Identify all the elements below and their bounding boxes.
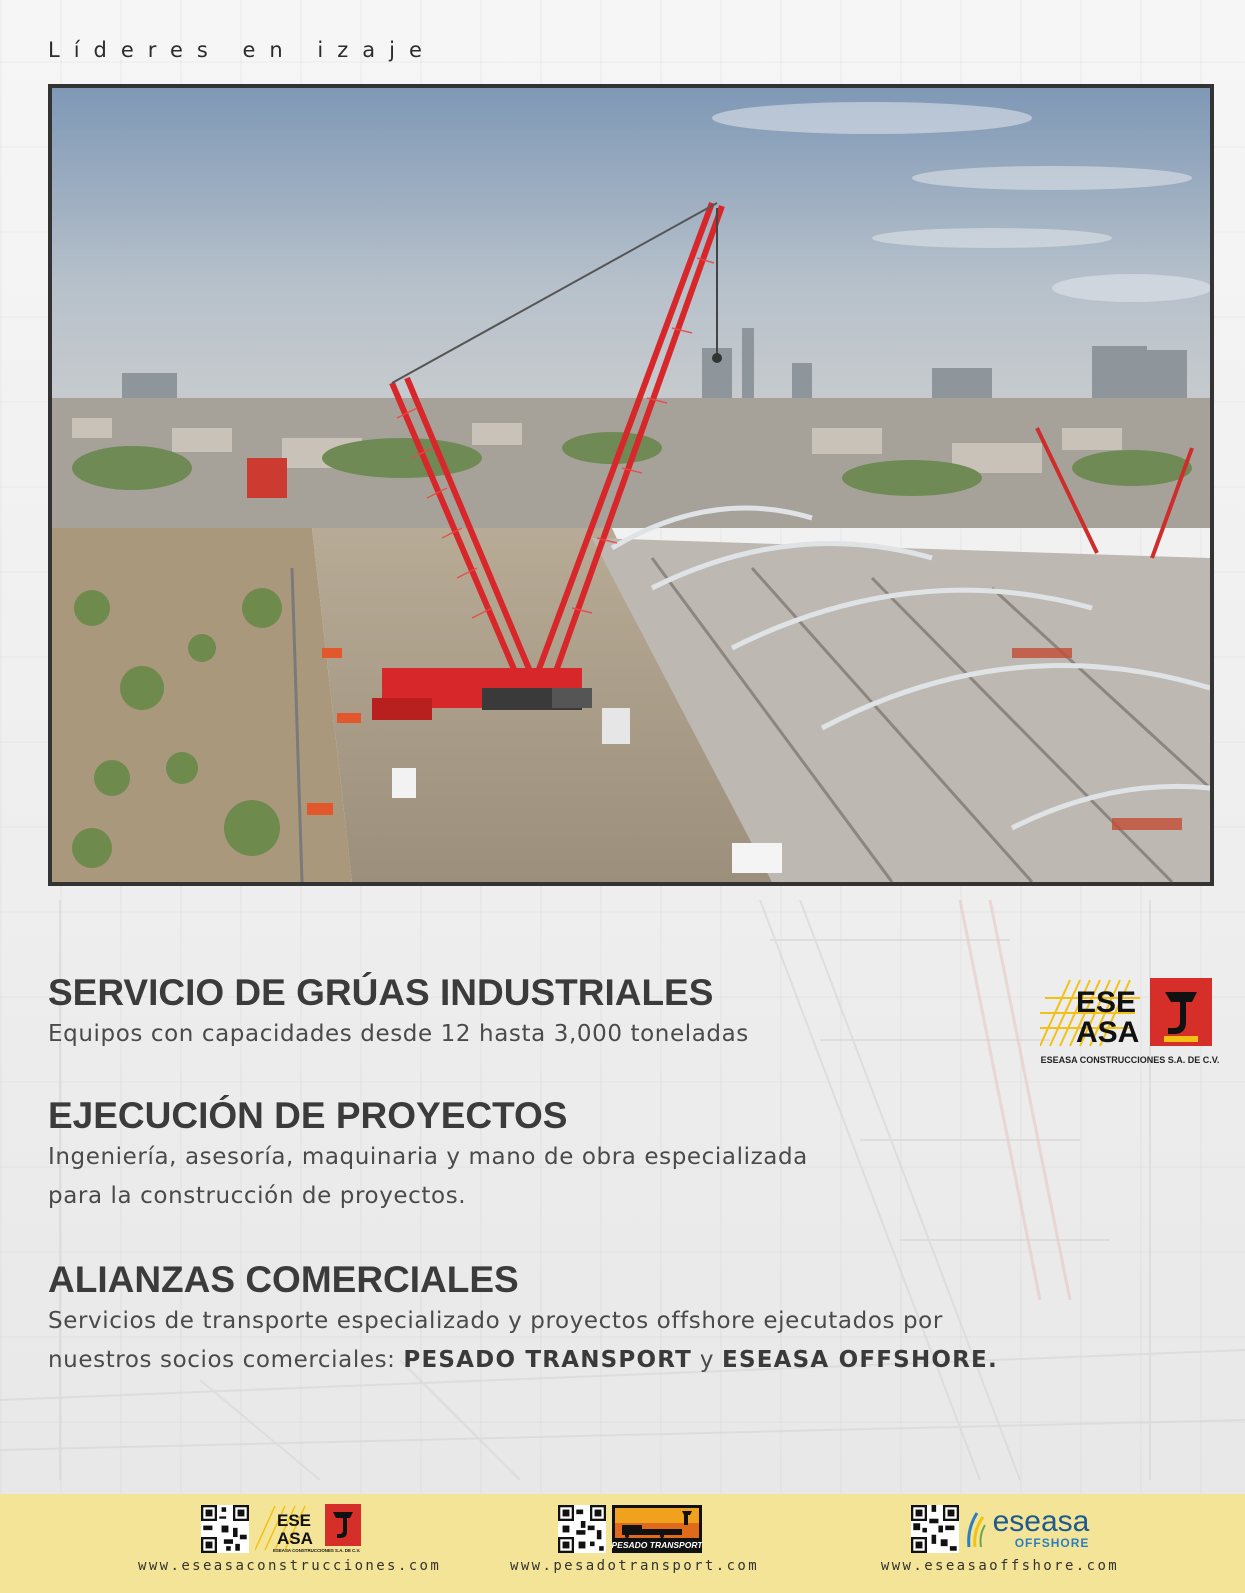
offshore-wordmark bbox=[992, 1505, 1090, 1550]
section-body-line-1: Ingeniería, asesoría, maquinaria y mano de obra especializada bbox=[48, 1144, 808, 1170]
partner-pesado-transport: PESADO TRANSPORT bbox=[403, 1347, 692, 1373]
section-project-execution bbox=[48, 1094, 808, 1216]
eseasa-logo bbox=[1040, 978, 1220, 1065]
logo-text-line-2: ASA bbox=[1076, 1016, 1140, 1048]
section-title-commercial-alliances: ALIANZAS COMERCIALES bbox=[48, 1259, 519, 1300]
section-body-line-1: Servicios de transporte especializado y proyectos offshore ejecutados por bbox=[48, 1308, 943, 1334]
url-pesado-transport[interactable]: www.pesadotransport.com bbox=[510, 1558, 760, 1574]
pesado-transport-logo bbox=[612, 1505, 702, 1553]
footer-eseasa-offshore bbox=[880, 1504, 1120, 1574]
partner-eseasa-offshore: ESEASA OFFSHORE. bbox=[722, 1347, 998, 1373]
body-prefix: nuestros socios comerciales: bbox=[48, 1347, 404, 1373]
hero-photo-crane-construction bbox=[48, 84, 1214, 886]
qr-code-icon bbox=[911, 1505, 959, 1553]
footer-band bbox=[0, 1494, 1245, 1593]
url-eseasa-construcciones[interactable]: www.eseasaconstrucciones.com bbox=[138, 1558, 442, 1574]
mini-logo-text-2: ASA bbox=[277, 1529, 313, 1548]
connector-text: y bbox=[692, 1347, 723, 1373]
eseasa-logo-mark bbox=[1040, 978, 1220, 1048]
footer-eseasa-construcciones bbox=[138, 1504, 442, 1574]
eseasa-mini-logo bbox=[255, 1504, 365, 1554]
tagline: Líderes en izaje bbox=[48, 38, 436, 62]
section-industrial-cranes bbox=[48, 971, 749, 1054]
mini-logo-caption: ESEASA CONSTRUCCIONES S.A. DE C.V. bbox=[273, 1548, 361, 1553]
url-eseasa-offshore[interactable]: www.eseasaoffshore.com bbox=[880, 1558, 1120, 1574]
qr-code-icon bbox=[558, 1505, 606, 1553]
section-body-line-2: para la construcción de proyectos. bbox=[48, 1183, 467, 1209]
section-commercial-alliances bbox=[48, 1258, 998, 1380]
logo-text-line-1: ESE bbox=[1076, 986, 1137, 1019]
section-title-project-execution: EJECUCIÓN DE PROYECTOS bbox=[48, 1095, 568, 1136]
offshore-logo-text: eseasa bbox=[992, 1505, 1090, 1538]
section-title-industrial-cranes: SERVICIO DE GRÚAS INDUSTRIALES bbox=[48, 972, 714, 1013]
qr-code-icon bbox=[201, 1505, 249, 1553]
mini-logo-text-1: ESE bbox=[277, 1511, 312, 1530]
logo-caption: ESEASA CONSTRUCCIONES S.A. DE C.V. bbox=[1040, 1055, 1220, 1065]
footer-pesado-transport bbox=[510, 1504, 760, 1574]
section-body-line-2 bbox=[48, 1341, 998, 1380]
section-body-industrial-cranes: Equipos con capacidades desde 12 hasta 3,000 toneladas bbox=[48, 1021, 749, 1047]
offshore-wave-icon bbox=[965, 1509, 987, 1549]
pesado-logo-text: PESADO TRANSPORT bbox=[612, 1540, 702, 1550]
offshore-logo-sub: OFFSHORE bbox=[1014, 1536, 1090, 1550]
